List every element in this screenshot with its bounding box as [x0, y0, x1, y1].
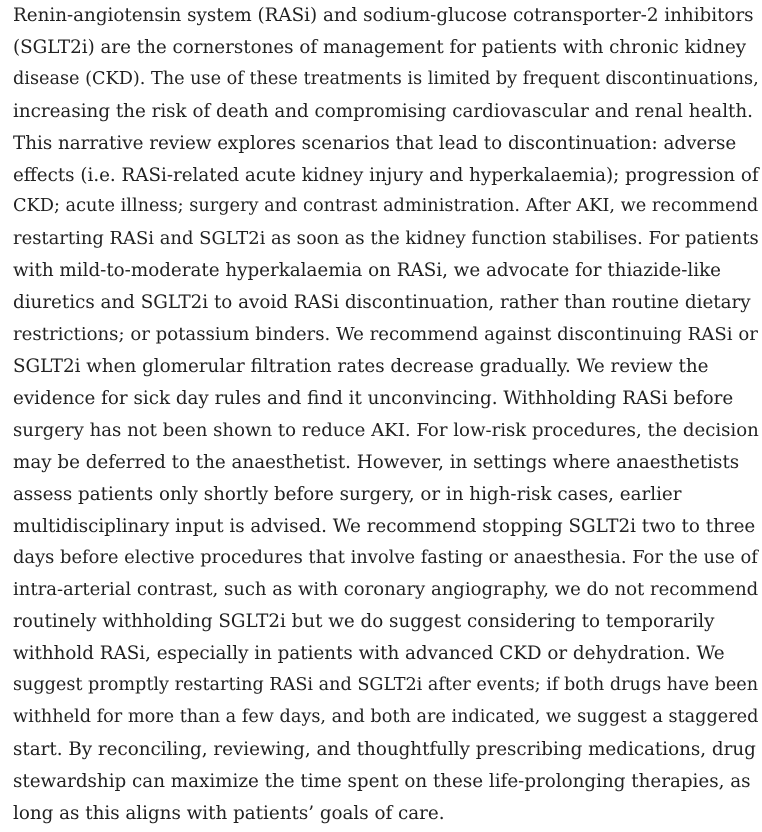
abstract-line: withheld for more than a few days, and both are indicated, we suggest a staggered — [13, 706, 759, 727]
abstract-line: restrictions; or potassium binders. We recommend against discontinuing RASi or — [13, 324, 758, 346]
abstract-line: suggest promptly restarting RASi and SGLT2i after events; if both drugs have been — [13, 675, 759, 696]
abstract-line: (SGLT2i) are the cornerstones of management for patients with chronic kidney — [13, 36, 747, 58]
abstract-line: evidence for sick day rules and find it unconvincing. Withholding RASi before — [13, 387, 734, 409]
abstract-line: start. By reconciling, reviewing, and thoughtfully prescribing medications, drug — [13, 738, 756, 760]
abstract-line: SGLT2i when glomerular filtration rates decrease gradually. We review the — [13, 355, 709, 377]
abstract-line: diuretics and SGLT2i to avoid RASi discontinuation, rather than routine dietary — [13, 292, 751, 314]
abstract-line: effects (i.e. RASi-related acute kidney injury and hyperkalaemia); progression of — [13, 164, 759, 186]
abstract-line: multidisciplinary input is advised. We recommend stopping SGLT2i two to three — [13, 515, 756, 537]
abstract-line: surgery has not been shown to reduce AKI. For low-risk procedures, the decision — [13, 419, 759, 441]
abstract-line: assess patients only shortly before surgery, or in high-risk cases, earlier — [13, 483, 682, 505]
abstract-line: restarting RASi and SGLT2i as soon as the kidney function stabilises. For patients — [13, 228, 759, 250]
abstract-line: This narrative review explores scenarios that lead to discontinuation: adverse — [13, 132, 737, 154]
abstract-line: days before elective procedures that involve fasting or anaesthesia. For the use of — [13, 547, 758, 569]
abstract-line: with mild-to-moderate hyperkalaemia on RASi, we advocate for thiazide-like — [13, 260, 721, 282]
abstract-line: stewardship can maximize the time spent on these life-prolonging therapies, as — [13, 770, 751, 792]
abstract-line: increasing the risk of death and compromising cardiovascular and renal health. — [13, 100, 753, 122]
abstract-line: Renin-angiotensin system (RASi) and sodium-glucose cotransporter-2 inhibitors — [13, 5, 754, 26]
abstract-line: withhold RASi, especially in patients with advanced CKD or dehydration. We — [13, 643, 725, 665]
abstract-line: disease (CKD). The use of these treatments is limited by frequent discontinuations, — [13, 68, 759, 89]
abstract-line: may be deferred to the anaesthetist. However, in settings where anaesthetists — [13, 451, 740, 473]
abstract-line: intra-arterial contrast, such as with coronary angiography, we do not recommend — [13, 579, 759, 601]
abstract-line: routinely withholding SGLT2i but we do suggest considering to temporarily — [13, 611, 715, 633]
abstract-line: long as this aligns with patients’ goals of care. — [13, 802, 445, 824]
abstract-line: CKD; acute illness; surgery and contrast administration. After AKI, we recommend — [13, 196, 759, 217]
